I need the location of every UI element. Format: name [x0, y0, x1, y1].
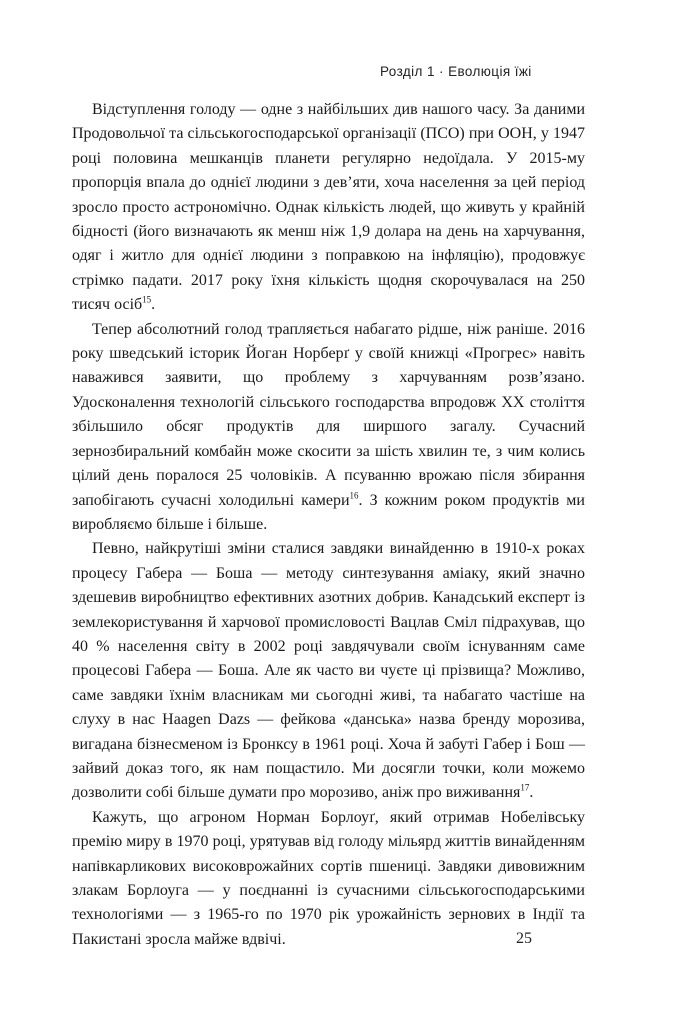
paragraph-4 — [72, 806, 585, 952]
footnote-ref: 17 — [520, 783, 530, 794]
footnote-ref: 16 — [349, 490, 359, 501]
paragraph-2 — [72, 318, 585, 538]
paragraph-text: Відступлення голоду — одне з найбільших див нашого часу. За даними Продовольчої та сільськогосподарської організації (ПСО) при ООН, у 1947 році половина мешканців планети регулярно недоїдала. У 2015-му пропорція впала до однієї людини з дев’яти, хоча населення за цей період зросло просто астрономічно. Однак кількість людей, що живуть у крайній бідності (його визначають як менш ніж 1,9 долара на день на харчування, одяг і житло для однієї людини з поправкою на інфляцію), продовжує стрімко падати. 2017 року їхня кількість щодня скорочувалася на 250 тисяч осіб — [72, 101, 585, 314]
paragraph-tail: . — [529, 784, 534, 802]
paragraph-3 — [72, 537, 585, 805]
page-number: 25 — [516, 930, 532, 947]
paragraph-tail: . З кожним роком продуктів ми виробляємо більше і більше. — [72, 491, 585, 533]
running-header: Розділ 1 · Еволюція їжі — [380, 64, 532, 79]
paragraph-tail: . — [151, 296, 156, 314]
paragraph-text: Тепер абсолютний голод трапляється набагато рідше, ніж раніше. 2016 року шведський історик Йоган Норберґ у своїй книжці «Прогрес» навіть наважився заявити, що проблему з харчуванням розв’язано. Удосконалення технологій сільського господарства впродовж XX століття збільшило обсяг продуктів для ширшого загалу. Сучасний зернозбиральний комбайн може скосити за шість хвилин те, з чим колись цілий день поралося 25 чоловіків. А псуванню врожаю після збирання запобігають сучасні холодильні камери — [72, 320, 585, 509]
paragraph-1 — [72, 98, 585, 318]
footnote-ref: 15 — [142, 294, 152, 305]
paragraph-text: Кажуть, що агроном Норман Борлоуґ, який отримав Нобелівську премію миру в 1970 році, урятував від голоду мільярд життів винайденням напівкарликових високоврожайних сортів пшениці. Завдяки дивовижним злакам Борлоуга — у поєднанні із сучасними сільськогосподарськими технологіями — з 1965-го по 1970 рік урожайність зернових в Індії та Пакистані зросла майже вдвічі. — [72, 808, 585, 948]
body-text — [72, 98, 585, 952]
paragraph-text: Певно, найкрутіші зміни сталися завдяки винайденню в 1910-х роках процесу Габера — Боша — методу синтезування аміаку, який значно здешевив виробництво ефективних азотних добрив. Канадський експерт із землекористування й харчової промисловості Вацлав Сміл підрахував, що 40 % населення світу в 2002 році завдячували своїм існуванням саме процесові Габера — Боша. Але як часто ви чуєте ці прізвища? Можливо, саме завдяки їхнім власникам ми сьогодні живі, та набагато частіше на слуху в нас Haagen Dazs — фейкова «данська» назва бренду морозива, вигадана бізнесменом із Бронксу в 1961 році. Хоча й забуті Габер і Бош — зайвий доказ того, як нам пощастило. Ми досягли точки, коли можемо дозволити собі більше думати про морозиво, аніж про виживання — [72, 540, 585, 802]
